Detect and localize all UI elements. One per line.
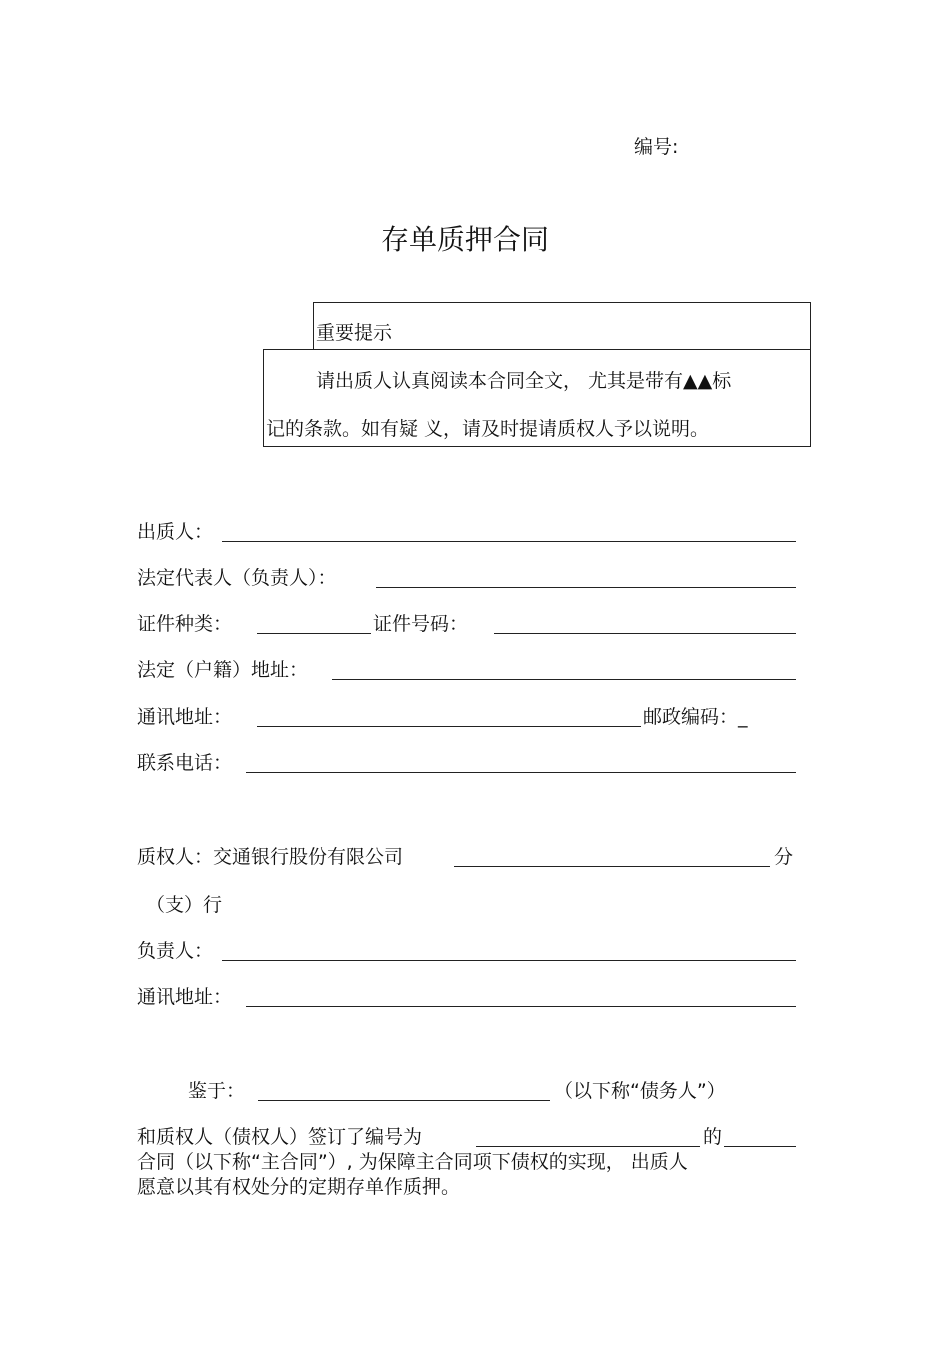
debtor-field[interactable] [258,1100,550,1101]
postcode-label: 邮政编码：_ [643,706,748,728]
legal-rep-label: 法定代表人（负责人）： [137,567,337,589]
id-type-label: 证件种类： [137,613,233,635]
pledgor-phone-label: 联系电话： [137,752,233,774]
recital-line1-prefix: 和质权人（债权人）签订了编号为 [137,1126,423,1148]
legal-address-field[interactable] [332,679,796,680]
recital-line2: 合同（以下称“主合同”）, 为保障主合同项下债权的实现， 出质人 [137,1151,688,1173]
document-title: 存单质押合同 [381,223,550,256]
id-type-field[interactable] [257,633,371,634]
id-number-label: 证件号码： [373,613,469,635]
main-contract-number-field[interactable] [476,1146,700,1147]
notice-line-1: 请出质人认真阅读本合同全文， 尤其是带有▲▲标 [316,370,732,392]
pledgee-head-field[interactable] [222,960,796,961]
pledgor-phone-field[interactable] [246,772,796,773]
recital-line3: 愿意以其有权处分的定期存单作质押。 [137,1176,461,1198]
pledgee-branch-field[interactable] [454,866,770,867]
contract-number-label: 编号: [634,136,679,158]
recital-line1-of: 的 [703,1126,723,1148]
pledgee-mail-address-field[interactable] [246,1006,796,1007]
pledgee-name-label: 质权人：交通银行股份有限公司 [137,846,404,868]
debtor-suffix: （以下称“债务人”） [554,1080,726,1102]
legal-address-label: 法定（户籍）地址： [137,659,309,681]
main-contract-name-field[interactable] [724,1146,796,1147]
pledgee-branch-suffix: 分 [774,846,794,868]
pledgor-name-field[interactable] [222,541,796,542]
pledgor-mail-address-field[interactable] [257,726,641,727]
notice-heading: 重要提示 [316,322,393,344]
legal-rep-field[interactable] [376,587,796,588]
whereas-label: 鉴于： [188,1080,246,1102]
notice-line-2: 记的条款。如有疑 义，请及时提请质权人予以说明。 [266,418,710,440]
pledgor-mail-address-label: 通讯地址： [137,706,233,728]
pledgee-head-label: 负责人： [137,940,214,962]
pledgee-branch-line2: （支）行 [146,894,223,916]
id-number-field[interactable] [494,633,796,634]
pledgor-name-label: 出质人： [137,521,214,543]
pledgee-mail-address-label: 通讯地址： [137,986,233,1008]
